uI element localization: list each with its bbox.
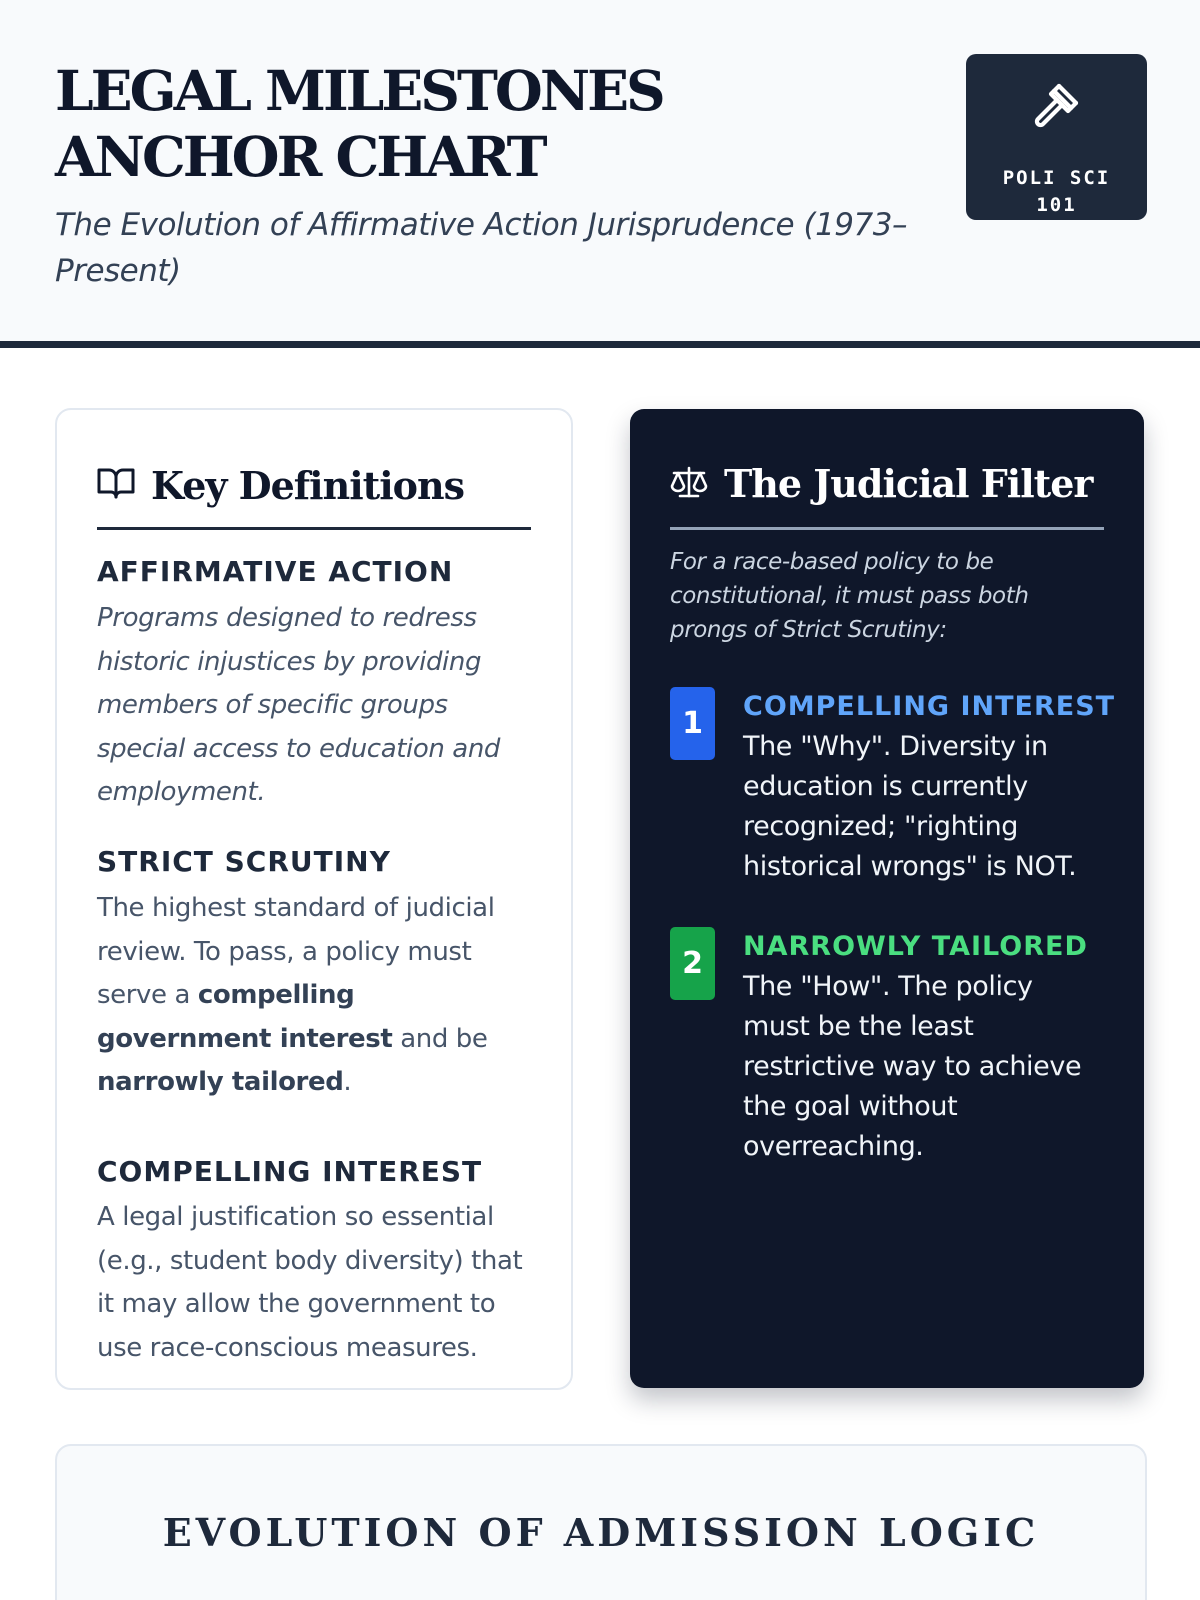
step-title: NARROWLY TAILORED	[743, 931, 1088, 962]
scales-icon	[670, 465, 708, 499]
badge-text	[966, 165, 1147, 219]
definition-term: AFFIRMATIVE ACTION	[97, 555, 454, 588]
definition-term: STRICT SCRUTINY	[97, 845, 391, 878]
definition-emphasis: compelling government interest	[97, 980, 393, 1054]
key-definitions-heading: Key Definitions	[151, 463, 465, 508]
gavel-icon	[1030, 80, 1082, 132]
course-badge	[966, 54, 1147, 220]
definition-body: A legal justification so essential (e.g., student body diversity) that it may allow the government to use race-conscious measures.	[97, 1202, 523, 1363]
evolution-heading: EVOLUTION OF ADMISSION LOGIC	[162, 1510, 1040, 1555]
badge-line-2: 101	[1036, 194, 1077, 216]
judicial-filter-card	[630, 409, 1144, 1388]
book-icon	[97, 466, 135, 500]
evolution-section	[55, 1444, 1147, 1600]
page-header	[0, 0, 1200, 348]
step-number-badge: 2	[670, 927, 715, 1000]
key-definitions-header	[97, 458, 531, 530]
step-body: The "Why". Diversity in education is currently recognized; "righting historical wrongs" is NOT.	[743, 731, 1077, 882]
step-number-badge: 1	[670, 687, 715, 760]
page-title: LEGAL MILESTONES ANCHOR CHART	[55, 58, 663, 189]
step-title: COMPELLING INTEREST	[743, 691, 1116, 722]
judicial-filter-heading: The Judicial Filter	[724, 461, 1093, 506]
definition-text: The highest standard of judicial review. To pass, a policy must serve a	[97, 893, 495, 1010]
definition-text: .	[343, 1067, 352, 1097]
definition-text: and be	[392, 1023, 488, 1054]
judicial-filter-intro: For a race-based policy to be constitutional, it must pass both prongs of Strict Scrutiny:	[670, 549, 1029, 643]
step-body: The "How". The policy must be the least restrictive way to achieve the goal without overreaching.	[743, 971, 1082, 1162]
key-definitions-card	[55, 408, 573, 1390]
definition-body: Programs designed to redress historic injustices by providing members of specific groups special access to education and employment.	[97, 603, 501, 807]
definition-emphasis: narrowly tailored	[97, 1067, 344, 1097]
definition-term: COMPELLING INTEREST	[97, 1155, 483, 1188]
badge-line-1: POLI SCI	[1002, 167, 1111, 189]
judicial-filter-header	[670, 456, 1104, 530]
page-subtitle: The Evolution of Affirmative Action Jurisprudence (1973–Present)	[55, 207, 907, 289]
definition-body	[97, 887, 529, 1105]
